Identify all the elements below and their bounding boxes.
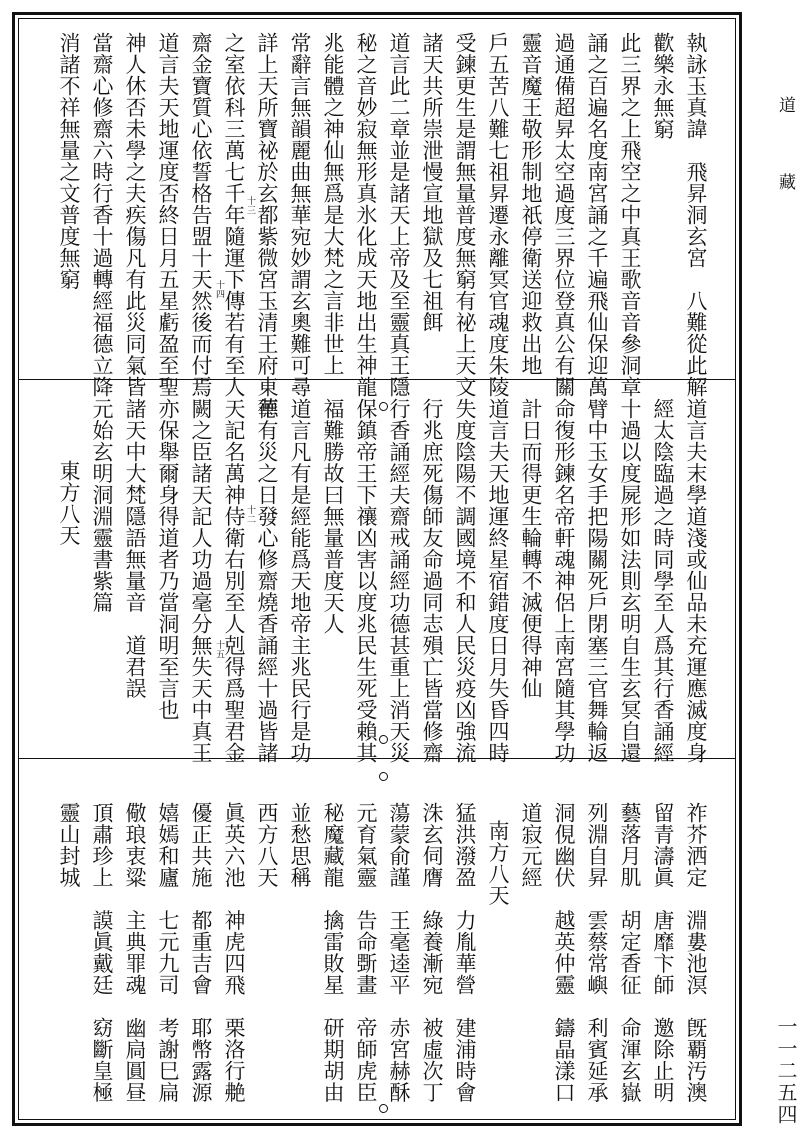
- interlinear-numeral: 十二: [245, 505, 255, 524]
- text-column: 天記名萬神侍衛右別至人剋得爲聖君金: [222, 398, 246, 764]
- text-column: 道言凡有是經能爲天地帝主兆民行是功: [288, 398, 312, 764]
- text-column: 行兆庶死傷師友命過同志殞亡皆當修齋: [420, 398, 444, 764]
- text-column: 藝落月肌 胡定香征 命渾玄嶽: [618, 802, 642, 1103]
- text-column: 嬉嫣和廬 七元九司 考謝巳扁: [156, 802, 180, 1103]
- text-column: 誦之百遍名度南宮誦之千遍飛仙保迎萬: [585, 32, 609, 398]
- text-column: 洞俔幽伏 越英仲靈 鑄晶漾口: [552, 802, 576, 1103]
- text-column: 當齋心修齋六時行香十過轉經福德立降: [90, 32, 114, 398]
- text-column: 德有災之日發心修齋燒香誦經十過皆諸: [255, 398, 279, 764]
- text-column: 靈音魔王敬形制地祇停衛送迎救出地: [519, 32, 543, 376]
- section-heading: 東方八天: [57, 460, 81, 546]
- text-column: 靈山封城: [57, 802, 81, 888]
- text-column: 受鍊更生是謂無量普度無窮有祕上天文: [453, 32, 477, 398]
- text-column: 執詠玉真諱 飛昇洞玄宮 八難從此解: [684, 32, 708, 398]
- page-number: 一一二五四: [774, 1016, 798, 1126]
- text-column: 亦保舉爾身得道者乃當洞明至言也: [156, 398, 180, 721]
- interlinear-numeral: 十四: [214, 280, 224, 299]
- text-column: 蕩蒙俞謹 王毫逵平 赤宮赫酥: [387, 802, 411, 1103]
- text-column: 福難勝故曰無量普度天人: [321, 398, 345, 635]
- interlinear-numeral: 十五: [214, 640, 224, 659]
- text-column: 保鎮帝王下禳凶害以度兆民生死受賴其: [354, 398, 378, 764]
- text-column: 之室依科三萬七千年隨運下傳若有至人: [222, 32, 246, 398]
- text-column: 神人休否未學之夫疾傷凡有此災同氣皆: [123, 32, 147, 398]
- text-column: 道言夫末學道淺或仙品未充運應滅度身: [684, 398, 708, 764]
- text-column: 闕之臣諸天記人功過毫分無失天中真王: [189, 398, 213, 764]
- circle-mark-bottom: [379, 1104, 388, 1113]
- text-column: 道言此二章並是諸天上帝及至靈真王隱: [387, 32, 411, 398]
- section-heading: 西方八天: [255, 802, 279, 888]
- text-column: 眞英六池 神虎四飛 栗洛行艴: [222, 802, 246, 1103]
- text-column: 常辭言無韻麗曲無華宛妙謂玄奧難可尋: [288, 32, 312, 398]
- text-column: 行香誦經夫齋戒誦經功德甚重上消天災: [387, 398, 411, 764]
- text-column: 諸天中大梵隱語無量音 道君誤: [123, 398, 147, 699]
- text-column: 詳上天所寶祕於玄都紫微宮玉清王府東華: [255, 32, 279, 419]
- text-column: 過通備超昇太空過度三界位登真公有關: [552, 32, 576, 398]
- text-column: 消諸不祥無量之文普度無窮: [57, 32, 81, 290]
- text-column: 經太陰臨過之時同學至人爲其行香誦經: [651, 398, 675, 764]
- interlinear-numeral: 十三: [245, 196, 255, 215]
- text-column: 並愁思稱: [288, 802, 312, 888]
- text-column: 命復形鍊名帝軒魂神侶上南宮隨其學功: [552, 398, 576, 764]
- text-column: 道言夫天地運終星宿錯度日月失昏四時: [486, 398, 510, 764]
- text-column: 諸天共所崇泄慢宣地獄及七祖餌: [420, 32, 444, 333]
- text-column: 秘魔藏龍 擒雷敗星 研期胡由: [321, 802, 345, 1103]
- text-column: 失度陰陽不調國境不和人民災疫凶強流: [453, 398, 477, 764]
- text-column: 兆能體之神仙無爲是大梵之言非世上: [321, 32, 345, 376]
- section-heading: 南方八天: [486, 820, 510, 906]
- collection-title: 道藏: [775, 96, 795, 250]
- text-column: 臂中玉女手把陽關死戶閉塞三官舞輪返: [585, 398, 609, 764]
- text-column: 戶五苦八難七祖昇遷永離冥官魂度朱陵: [486, 32, 510, 398]
- text-column: 十過以度屍形如法則玄明自生玄冥自還: [618, 398, 642, 764]
- section-heading: 道寂元經: [519, 802, 543, 888]
- text-column: 計日而得更生輪轉不滅便得神仙: [519, 398, 543, 699]
- text-column: 猛洪潑盈 力胤華營 建浦時會: [453, 802, 477, 1103]
- text-column: 元育氣靈 告命斲畫 帝師虎臣: [354, 802, 378, 1103]
- text-column: 祚芥洒定 淵婁池溟 旣覇汚澳: [684, 802, 708, 1103]
- text-column: 道言夫天地運度否終日月五星虧盈至聖: [156, 32, 180, 398]
- text-column: 留青濤眞 唐靡卞師 邀除止明: [651, 802, 675, 1103]
- text-column: 優正共施 都重吉會 耶幣露源: [189, 802, 213, 1103]
- text-column: 列淵自昇 雲蔡常嶼 利賓延承: [585, 802, 609, 1103]
- text-column: 秘之音妙寂無形真氷化成天地出生神龍: [354, 32, 378, 398]
- text-column: 齋金寶質心依誓格告盟十天然後而付焉: [189, 32, 213, 398]
- text-column: 頂肅珍上 謨眞戴廷 窈斷皇極: [90, 802, 114, 1103]
- circle-mark-center: [379, 772, 388, 781]
- text-column: 儆琅衷粱 主典罪魂 幽扃圓昼: [123, 802, 147, 1103]
- text-column: 洙玄伺膺 綠養漸宛 被虛次丁: [420, 802, 444, 1103]
- text-column: 元始玄明洞淵靈書紫篇: [90, 398, 114, 613]
- text-column: 此三界之上飛空之中真王歌音音參洞章: [618, 32, 642, 398]
- text-column: 歡樂永無窮: [651, 32, 675, 140]
